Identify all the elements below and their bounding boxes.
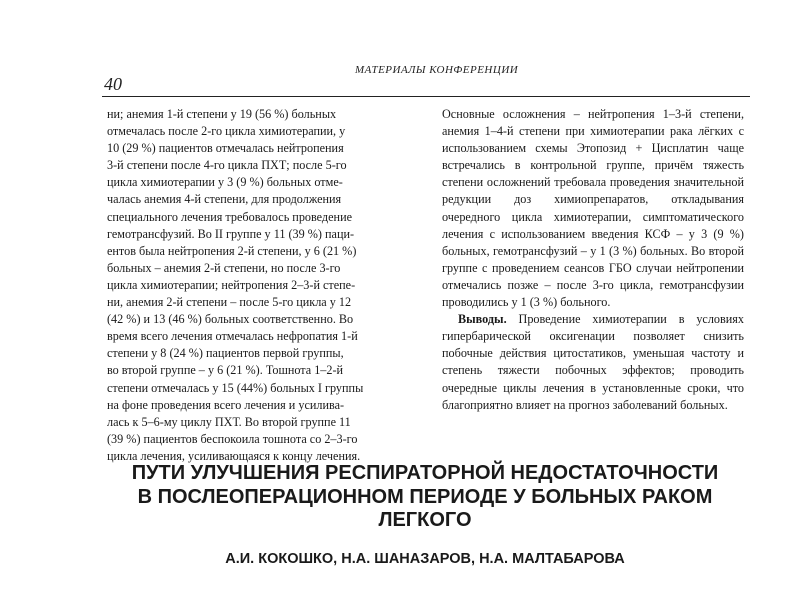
complications-paragraph: Основные осложнения – нейтропения 1–3-й степени, анемия 1–4-й степени при химиотерапии рака лёгких с использованием схемы Этопозид + Цисплатин чаще встречались в контрольной группе, причём тяжесть степени осложнений требовала проведения значительной редукции доз химиопрепаратов, откладывания очередного цикла химиотерапии, симптоматического лечения с использованием введения КСФ – у 3 (9 %) больных, гемотрансфузий – у 1 (3 %) больных. Во второй группе с проведением сеансов ГБО случаи нейтропении отмечались позже – после 3-го цикла, гемотрансфузии проводились у 1 (3 %) больного. — [442, 107, 744, 310]
conclusions-label: Выводы. — [458, 312, 507, 327]
text-line: ни; анемия 1-й степени у 19 (56 %) больных — [107, 107, 337, 121]
text-line: цикла химиотерапии; нейтропения 2–3-й степе- — [107, 277, 356, 292]
text-line: гемотрансфузий. Во II группе у 11 (39 %) паци- — [107, 226, 355, 241]
text-line: ентов была нейтропения 2-й степени, у 6 (21 %) — [107, 243, 357, 258]
conclusions-text: Проведение химиотерапии в условиях гипербарической оксигенации позволяет снизить побочные действия цитостатиков, уменьшая частоту и степень тяжести побочных эффектов; проводить очередные циклы лечения в установленные сроки, что благоприятно влияет на прогноз заболеваний больных. — [442, 312, 744, 412]
header-rule — [102, 96, 750, 97]
text-line: степени у 8 (24 %) пациентов первой группы, — [107, 346, 344, 361]
article-title — [95, 462, 755, 533]
text-line: цикла химиотерапии у 3 (9 %) больных отме- — [107, 175, 343, 190]
text-line: (42 %) и 13 (46 %) больных соответственно. Во — [107, 312, 354, 327]
text-line: лась к 5–6-му циклу ПХТ. Во второй группе 11 — [107, 414, 351, 429]
text-line: 10 (29 %) пациентов отмечалась нейтропения — [107, 141, 344, 156]
left-column — [107, 106, 405, 465]
text-line: во второй группе – у 6 (21 %). Тошнота 1–2-й — [107, 363, 344, 378]
text-line: 3-й степени после 4-го цикла ПХТ; после 5-го — [107, 158, 347, 173]
conclusions-paragraph — [442, 311, 744, 414]
text-line: степени отмечалась у 15 (44%) больных I группы — [107, 380, 364, 395]
article-authors: А.И. КОКОШКО, Н.А. ШАНАЗАРОВ, Н.А. МАЛТАБАРОВА — [225, 551, 625, 567]
text-line: специального лечения требовалось проведение — [107, 209, 352, 224]
text-line: на фоне проведения всего лечения и усилива- — [107, 397, 345, 412]
title-line: ПУТИ УЛУЧШЕНИЯ РЕСПИРАТОРНОЙ НЕДОСТАТОЧНОСТИ — [131, 462, 719, 484]
running-head: МАТЕРИАЛЫ КОНФЕРЕНЦИИ — [355, 64, 519, 76]
text-line: чалась анемия 4-й степени, для продолжения — [107, 192, 342, 207]
text-line: время всего лечения отмечалась нефропатия 1-й — [107, 329, 358, 344]
text-line: отмечалась после 2-го цикла химиотерапии, у — [107, 124, 346, 139]
text-line: (39 %) пациентов беспокоила тошнота со 2–3-го — [107, 431, 358, 446]
title-line: В ПОСЛЕОПЕРАЦИОННОМ ПЕРИОДЕ У БОЛЬНЫХ РАКОМ — [137, 485, 713, 508]
title-line: ЛЕГКОГО — [378, 509, 472, 531]
text-line: цикла лечения, усиливающаяся к концу лечения. — [107, 448, 361, 463]
text-line: ни, анемия 2-й степени – после 5-го цикла у 12 — [107, 295, 352, 310]
page-number: 40 — [104, 74, 122, 94]
right-column — [442, 106, 744, 414]
text-line: больных – анемия 2-й степени, но после 3-го — [107, 260, 341, 275]
